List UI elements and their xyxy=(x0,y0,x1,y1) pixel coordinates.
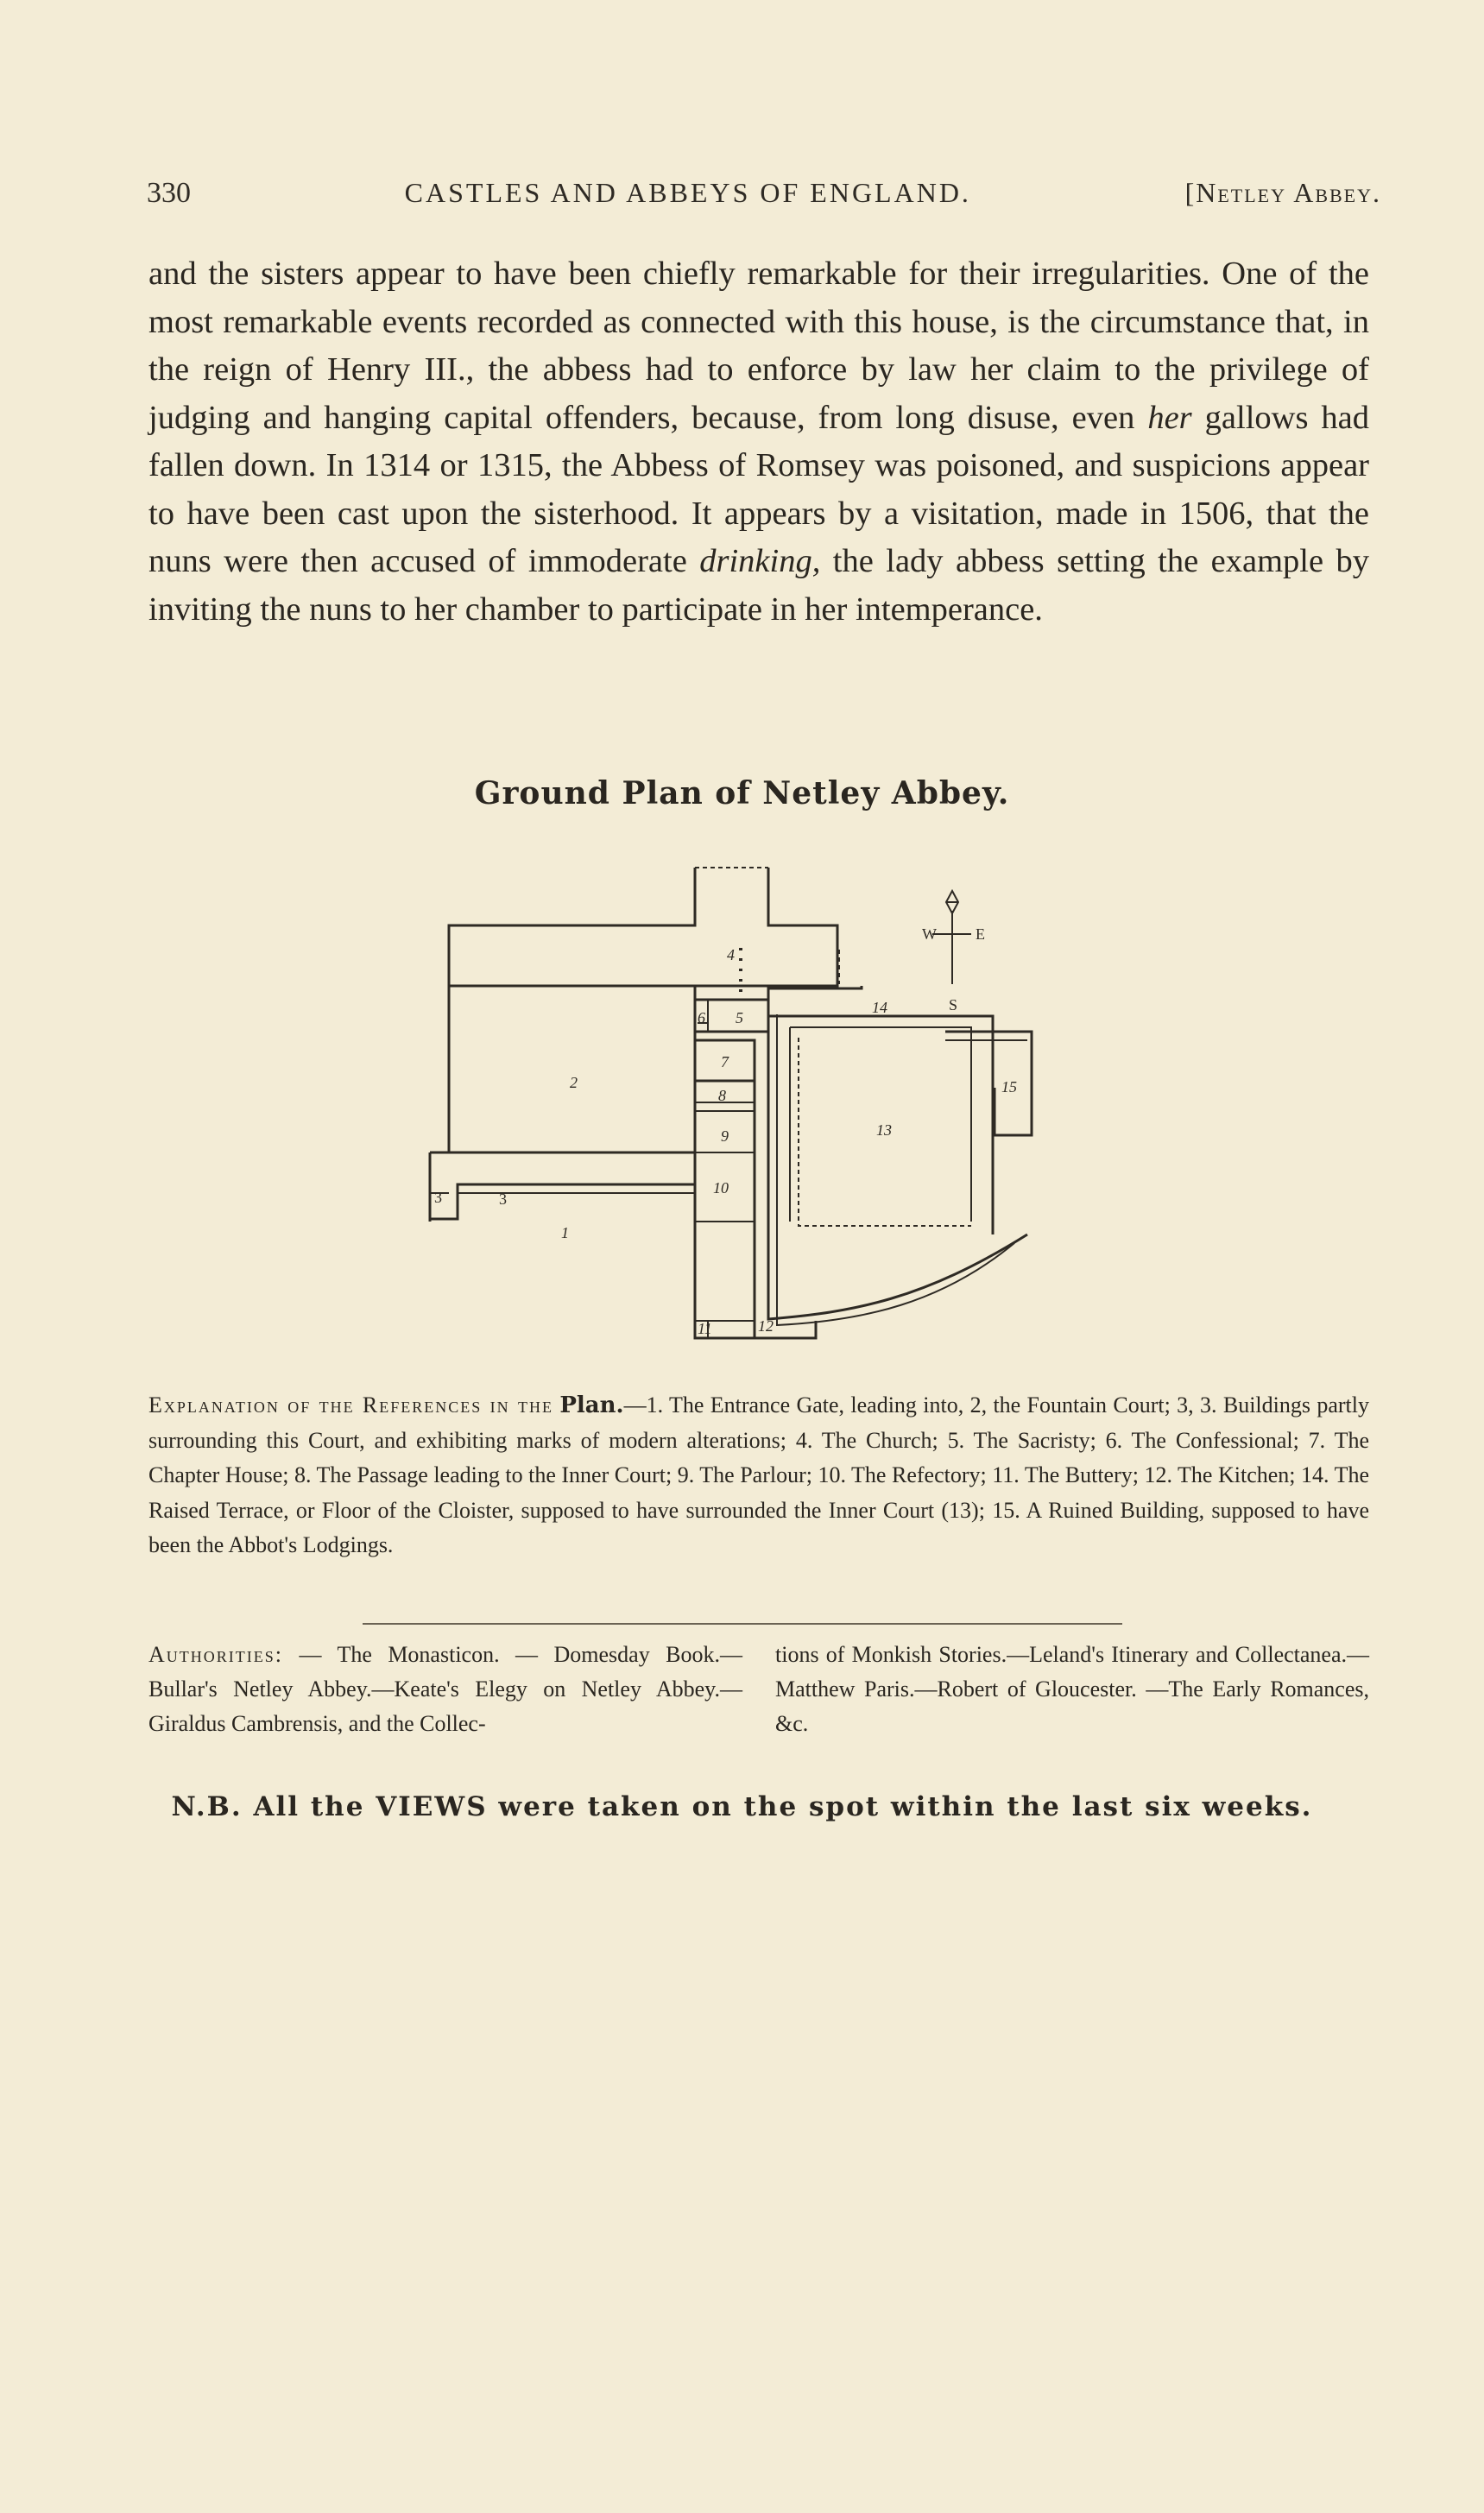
label-3a: 3 xyxy=(434,1189,442,1206)
label-10: 10 xyxy=(713,1179,729,1197)
compass-icon xyxy=(932,891,971,984)
authorities-text-2: tions of Monkish Stories.—Leland's Itinerary and Collectanea.—Matthew Paris.—Robert of Gloucester. —The Early Romances, &c. xyxy=(775,1642,1369,1736)
body-text-2: gallows had fallen down. In 1314 or 1315, the Abbess of Romsey was poisoned, and suspicions appear to have been cast upon the sisterhood. It appears by a visitation, made in 1506, that the nuns were then accused of immoderate xyxy=(148,399,1370,579)
abbots-lodgings xyxy=(945,1032,1032,1135)
label-8: 8 xyxy=(718,1087,726,1104)
label-6: 6 xyxy=(698,1009,705,1026)
plan-title: Ground Plan of Netley Abbey. xyxy=(474,775,1010,811)
label-4: 4 xyxy=(727,946,735,963)
authorities-col-1 xyxy=(148,1638,742,1741)
label-14: 14 xyxy=(872,999,887,1016)
label-7: 7 xyxy=(721,1053,729,1070)
views-note: N.B. All the VIEWS were taken on the spot within the last six weeks. xyxy=(171,1791,1313,1822)
label-5: 5 xyxy=(736,1009,743,1026)
divider-rule xyxy=(363,1623,1122,1625)
plan-explanation xyxy=(148,1388,1369,1563)
label-12: 12 xyxy=(758,1317,774,1335)
label-11: 11 xyxy=(698,1320,712,1337)
authorities-label: Authorities: xyxy=(148,1642,283,1667)
authorities-col-2 xyxy=(775,1638,1369,1741)
body-italic-1: her xyxy=(1147,399,1192,436)
label-13: 13 xyxy=(876,1121,892,1139)
label-1: 1 xyxy=(561,1224,569,1241)
central-range xyxy=(695,1081,755,1338)
body-paragraph xyxy=(148,250,1369,634)
body-text-1: and the sisters appear to have been chiefly remarkable for their irregularities. One of the most remarkable events recorded as connected with this house, is the circumstance that, in the reign of Henry III., the abbess had to enforce by law her claim to the privilege of judging and hanging capital offenders, because, from long disuse, even xyxy=(148,256,1369,436)
running-head: [Netley Abbey. xyxy=(1184,177,1381,208)
book-title: CASTLES AND ABBEYS OF ENGLAND. xyxy=(404,177,971,208)
sacristy xyxy=(695,1000,768,1032)
explanation-text: —1. The Entrance Gate, leading into, 2, the Fountain Court; 3, 3. Buildings partly surrounding this Court, and exhibiting marks of modern alterations; 4. The Church; 5. The Sacristy; 6. The Confessional; 7. The Chapter House; 8. The Passage leading to the Inner Court; 9. The Parlour; 10. The Refectory; 11. The Buttery; 12. The Kitchen; 14. The Raised Terrace, or Floor of the Cloister, supposed to have surrounded the Inner Court (13); 15. A Ruined Building, supposed to have been the Abbot's Lodgings. xyxy=(148,1392,1370,1557)
building-3-west xyxy=(430,1152,695,1219)
label-9: 9 xyxy=(721,1127,729,1145)
explanation-lead: Explanation of the References in the xyxy=(148,1392,553,1418)
label-3b: 3 xyxy=(499,1190,507,1208)
authorities-text-1: — The Monasticon. — Domesday Book.—Bullar's Netley Abbey.—Keate's Elegy on Netley Abbey.—Giraldus Cambrensis, and the Collec- xyxy=(148,1642,742,1736)
ground-plan-diagram xyxy=(406,855,1096,1355)
explanation-plan-word: Plan. xyxy=(559,1392,624,1418)
running-header xyxy=(147,177,1381,210)
body-text-3: the lady abbess setting the example by inviting the nuns to her chamber to participate in her intemperance. xyxy=(148,543,1369,628)
compass-east: E xyxy=(976,925,985,943)
fountain-court xyxy=(449,986,695,1152)
church-outline xyxy=(449,868,837,986)
label-2: 2 xyxy=(570,1074,578,1091)
terrace-outline xyxy=(768,1000,1027,1319)
compass-west: W xyxy=(922,925,937,943)
compass-south: S xyxy=(949,996,958,1013)
page-number: 330 xyxy=(147,177,191,209)
body-italic-2: drinking, xyxy=(699,543,821,579)
label-15: 15 xyxy=(1001,1078,1017,1095)
authorities-block xyxy=(148,1638,1369,1741)
